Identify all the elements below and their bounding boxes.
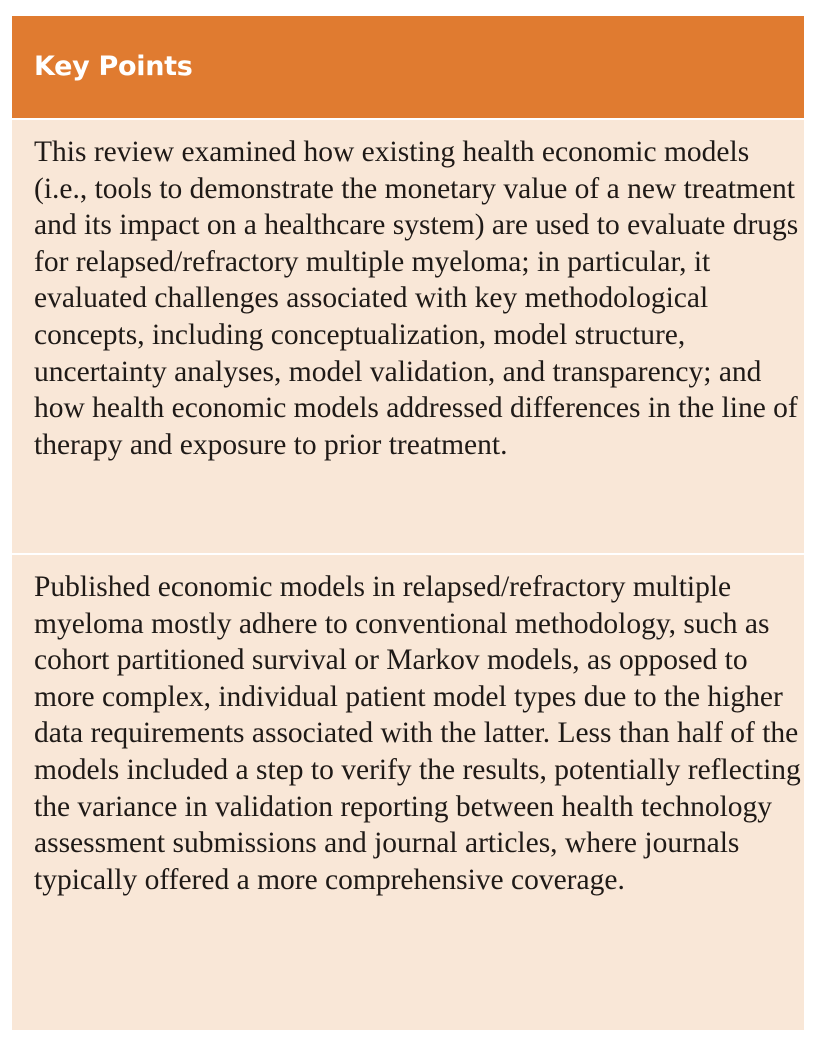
key-points-title: Key Points (34, 51, 193, 82)
key-points-header (12, 16, 804, 118)
key-point-paragraph-1: This review examined how existing health economic models (i.e., tools to demonstrate the monetary value of a new treatment and its impact on a healthcare system) are used to evaluate drugs for relapsed/refractory multiple myeloma; in particular, it evaluated challenges associated with key methodological concepts, including conceptualization, model structure, uncertainty analyses, model validation, and transparency; and how health economic models addressed differences in the line of therapy and exposure to prior treatment. (34, 136, 799, 461)
header-divider (12, 118, 804, 120)
key-point-paragraph-2: Published economic models in relapsed/refractory multiple myeloma mostly adhere to conventional methodology, such as cohort partitioned survival or Markov models, as opposed to more complex, individual patient model types due to the higher data requirements associated with the latter. Less than half of the models included a step to verify the results, potentially reflecting the variance in validation reporting between health technology assessment submissions and journal articles, where journals typically offered a more comprehensive coverage. (34, 571, 801, 896)
paragraph-divider (12, 553, 804, 555)
key-points-box (12, 16, 804, 1030)
